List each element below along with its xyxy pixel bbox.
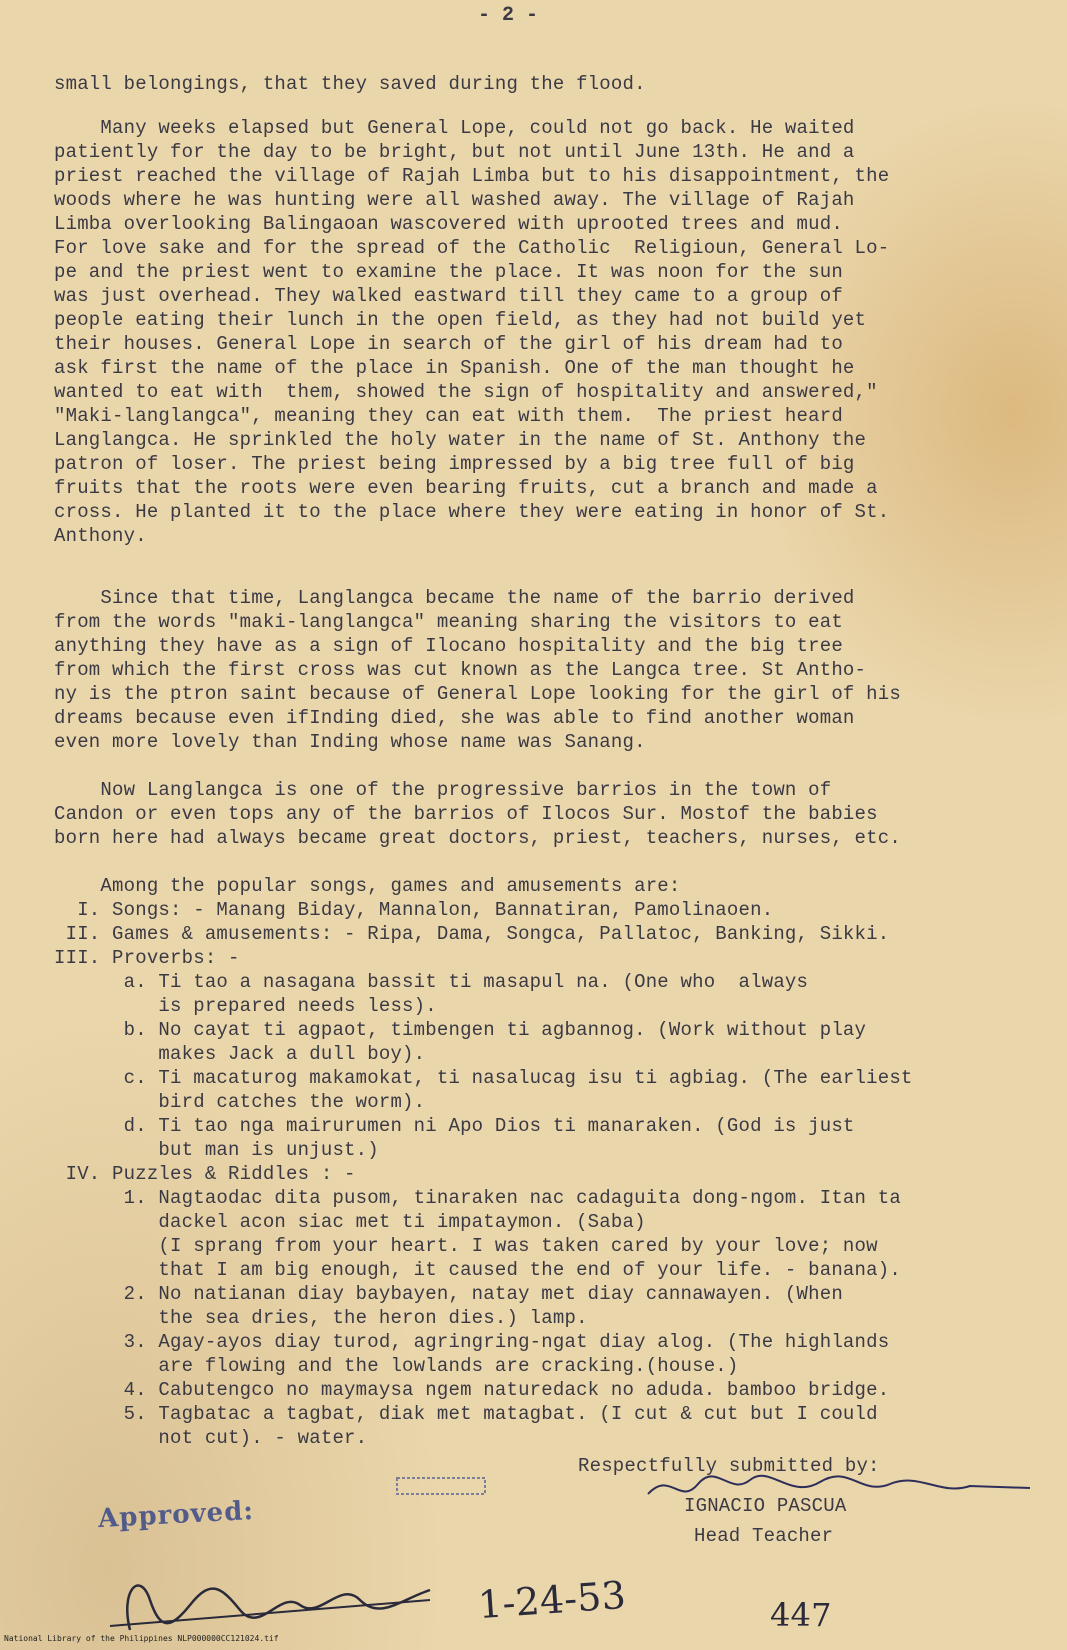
text-line: makes Jack a dull boy). bbox=[54, 1043, 426, 1065]
text-line: Langlangca. He sprinkled the holy water in the name of St. Anthony the bbox=[54, 429, 867, 451]
text-line: small belongings, that they saved during the flood. bbox=[54, 73, 646, 95]
page-handwritten-number: 447 bbox=[770, 1596, 832, 1634]
text-line: I. Songs: - Manang Biday, Mannalon, Bannatiran, Pamolinaoen. bbox=[54, 899, 774, 921]
text-line: For love sake and for the spread of the Catholic Religioun, General Lo- bbox=[54, 237, 890, 259]
text-line: Among the popular songs, games and amusements are: bbox=[54, 875, 681, 897]
text-line: woods where he was hunting were all washed away. The village of Rajah bbox=[54, 189, 855, 211]
text-line: III. Proverbs: - bbox=[54, 947, 240, 969]
text-line: patiently for the day to be bright, but not until June 13th. He and a bbox=[54, 141, 855, 163]
text-line: ny is the ptron saint because of General Lope looking for the girl of his bbox=[54, 683, 901, 705]
approval-signature bbox=[100, 1560, 440, 1640]
text-line: is prepared needs less). bbox=[54, 995, 437, 1017]
text-line: ask first the name of the place in Spanish. One of the man thought he bbox=[54, 357, 855, 379]
text-line: was just overhead. They walked eastward till they came to a group of bbox=[54, 285, 843, 307]
text-line: 4. Cabutengco no maymaysa ngem naturedack no aduda. bamboo bridge. bbox=[54, 1379, 890, 1401]
text-line: from the words "maki-langlangca" meaning sharing the visitors to eat bbox=[54, 611, 843, 633]
text-line: wanted to eat with them, showed the sign of hospitality and answered," bbox=[54, 381, 878, 403]
text-line: Since that time, Langlangca became the name of the barrio derived bbox=[54, 587, 855, 609]
text-line: d. Ti tao nga mairurumen ni Apo Dios ti manaraken. (God is just bbox=[54, 1115, 855, 1137]
text-line: pe and the priest went to examine the place. It was noon for the sun bbox=[54, 261, 843, 283]
scan-footer: National Library of the Philippines NLP000000CC121024.tif bbox=[4, 1634, 279, 1643]
text-line: patron of loser. The priest being impressed by a big tree full of big bbox=[54, 453, 855, 475]
approval-date: 1-24-53 bbox=[476, 1572, 628, 1628]
text-line: II. Games & amusements: - Ripa, Dama, Songca, Pallatoc, Banking, Sikki. bbox=[54, 923, 890, 945]
signatory-name: IGNACIO PASCUA bbox=[684, 1495, 847, 1517]
text-line: Anthony. bbox=[54, 525, 147, 547]
text-line: (I sprang from your heart. I was taken cared by your love; now bbox=[54, 1235, 878, 1257]
text-line: dreams because even ifInding died, she was able to find another woman bbox=[54, 707, 855, 729]
text-line: people eating their lunch in the open field, as they had not build yet bbox=[54, 309, 867, 331]
text-line: a. Ti tao a nasagana bassit ti masapul na. (One who always bbox=[54, 971, 809, 993]
text-line: Many weeks elapsed but General Lope, could not go back. He waited bbox=[54, 117, 855, 139]
text-line: cross. He planted it to the place where they were eating in honor of St. bbox=[54, 501, 890, 523]
stamp-mark bbox=[395, 1474, 487, 1498]
text-line: bird catches the worm). bbox=[54, 1091, 426, 1113]
text-line: are flowing and the lowlands are cracking.(house.) bbox=[54, 1355, 739, 1377]
text-line: born here had always became great doctors, priest, teachers, nurses, etc. bbox=[54, 827, 901, 849]
text-line: but man is unjust.) bbox=[54, 1139, 379, 1161]
text-line: their houses. General Lope in search of the girl of his dream had to bbox=[54, 333, 843, 355]
text-line: even more lovely than Inding whose name was Sanang. bbox=[54, 731, 646, 753]
text-line: not cut). - water. bbox=[54, 1427, 368, 1449]
text-line: the sea dries, the heron dies.) lamp. bbox=[54, 1307, 588, 1329]
approved-label: Approved: bbox=[97, 1495, 255, 1535]
text-line: fruits that the roots were even bearing fruits, cut a branch and made a bbox=[54, 477, 878, 499]
page-number: - 2 - bbox=[478, 4, 539, 27]
text-line: that I am big enough, it caused the end of your life. - banana). bbox=[54, 1259, 901, 1281]
text-line: anything they have as a sign of Ilocano hospitality and the big tree bbox=[54, 635, 843, 657]
text-line: b. No cayat ti agpaot, timbengen ti agbannog. (Work without play bbox=[54, 1019, 867, 1041]
text-line: from which the first cross was cut known as the Langca tree. St Antho- bbox=[54, 659, 867, 681]
text-line: Limba overlooking Balingaoan wascovered with uprooted trees and mud. bbox=[54, 213, 843, 235]
text-line: dackel acon siac met ti impataymon. (Saba) bbox=[54, 1211, 646, 1233]
text-line: 5. Tagbatac a tagbat, diak met matagbat. (I cut & cut but I could bbox=[54, 1403, 878, 1425]
text-line: Now Langlangca is one of the progressive barrios in the town of bbox=[54, 779, 832, 801]
text-line: 1. Nagtaodac dita pusom, tinaraken nac cadaguita dong-ngom. Itan ta bbox=[54, 1187, 901, 1209]
text-line: "Maki-langlangca", meaning they can eat with them. The priest heard bbox=[54, 405, 843, 427]
text-line: 3. Agay-ayos diay turod, agringring-ngat diay alog. (The highlands bbox=[54, 1331, 890, 1353]
text-line: priest reached the village of Rajah Limba but to his disappointment, the bbox=[54, 165, 890, 187]
text-line: c. Ti macaturog makamokat, ti nasalucag isu ti agbiag. (The earliest bbox=[54, 1067, 913, 1089]
text-line: 2. No natianan diay baybayen, natay met diay cannawayen. (When bbox=[54, 1283, 843, 1305]
signature-closing: Respectfully submitted by: bbox=[578, 1455, 880, 1477]
signatory-title: Head Teacher bbox=[694, 1525, 834, 1547]
text-line: IV. Puzzles & Riddles : - bbox=[54, 1163, 356, 1185]
text-line: Candon or even tops any of the barrios of Ilocos Sur. Mostof the babies bbox=[54, 803, 878, 825]
